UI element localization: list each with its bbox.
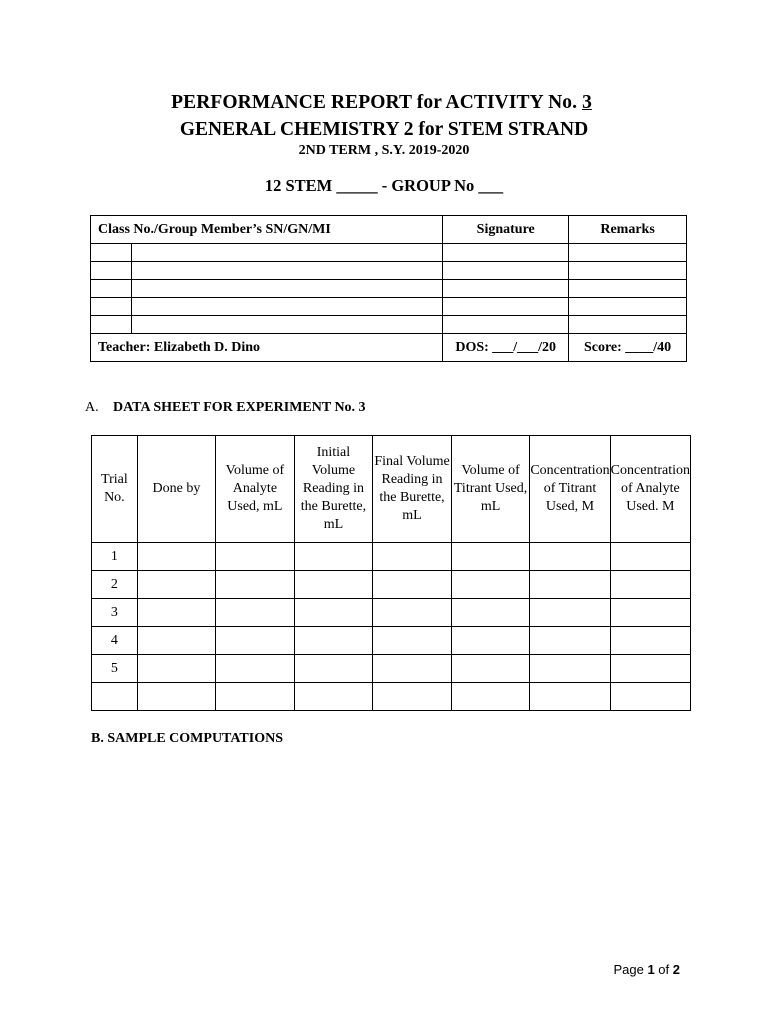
- trial-number: [92, 683, 138, 711]
- signature-column-header: Signature: [443, 216, 569, 244]
- section-a-letter: A.: [85, 400, 99, 415]
- remarks-cell[interactable]: [569, 244, 687, 262]
- member-row: [91, 244, 687, 262]
- trial-number: 5: [92, 655, 138, 683]
- members-header-row: [91, 216, 687, 244]
- class-no-cell[interactable]: [91, 298, 132, 316]
- data-cell[interactable]: [451, 627, 530, 655]
- data-cell[interactable]: [373, 543, 452, 571]
- data-cell[interactable]: [451, 599, 530, 627]
- data-header-row: [92, 436, 691, 543]
- member-name-cell[interactable]: [131, 244, 442, 262]
- analyte-volume-header: Volume of Analyte Used, mL: [216, 436, 295, 543]
- data-cell[interactable]: [294, 571, 373, 599]
- members-table: [90, 215, 687, 362]
- member-column-header: Class No./Group Member’s SN/GN/MI: [91, 216, 443, 244]
- data-cell[interactable]: [610, 599, 690, 627]
- signature-cell[interactable]: [443, 262, 569, 280]
- data-cell[interactable]: [530, 655, 610, 683]
- remarks-cell[interactable]: [569, 280, 687, 298]
- section-a-heading: [85, 400, 366, 416]
- date-of-submission: DOS: ___/___/20: [443, 334, 569, 362]
- data-cell[interactable]: [137, 683, 215, 711]
- member-name-cell[interactable]: [131, 298, 442, 316]
- data-cell[interactable]: [451, 571, 530, 599]
- trial-no-header: Trial No.: [92, 436, 138, 543]
- trial-row: [92, 627, 691, 655]
- trial-row: [92, 683, 691, 711]
- class-no-cell[interactable]: [91, 262, 132, 280]
- section-b-heading: B. SAMPLE COMPUTATIONS: [91, 731, 283, 746]
- trial-row: [92, 599, 691, 627]
- data-cell[interactable]: [216, 627, 295, 655]
- data-cell[interactable]: [610, 655, 690, 683]
- data-cell[interactable]: [530, 683, 610, 711]
- data-cell[interactable]: [610, 571, 690, 599]
- signature-cell[interactable]: [443, 298, 569, 316]
- data-cell[interactable]: [137, 543, 215, 571]
- titrant-concentration-header: Concentration of Titrant Used, M: [530, 436, 610, 543]
- member-name-cell[interactable]: [131, 280, 442, 298]
- data-cell[interactable]: [373, 655, 452, 683]
- data-cell[interactable]: [373, 571, 452, 599]
- data-cell[interactable]: [137, 571, 215, 599]
- data-cell[interactable]: [216, 655, 295, 683]
- data-cell[interactable]: [610, 627, 690, 655]
- score-field: Score: ____/40: [569, 334, 687, 362]
- page-number: [613, 962, 680, 977]
- data-cell[interactable]: [137, 627, 215, 655]
- member-name-cell[interactable]: [131, 262, 442, 280]
- trial-number: 2: [92, 571, 138, 599]
- of-word: of: [654, 962, 673, 977]
- page-word: Page: [613, 962, 648, 977]
- signature-cell[interactable]: [443, 316, 569, 334]
- data-cell[interactable]: [216, 543, 295, 571]
- initial-reading-header: Initial Volume Reading in the Burette, mL: [294, 436, 373, 543]
- titrant-volume-header: Volume of Titrant Used, mL: [451, 436, 530, 543]
- data-cell[interactable]: [216, 599, 295, 627]
- data-cell[interactable]: [373, 683, 452, 711]
- done-by-header: Done by: [137, 436, 215, 543]
- trial-number: 1: [92, 543, 138, 571]
- activity-number: 3: [582, 92, 592, 113]
- analyte-concentration-header: Concentration of Analyte Used. M: [610, 436, 690, 543]
- group-line: 12 STEM _____ - GROUP No ___: [264, 176, 504, 195]
- data-cell[interactable]: [294, 655, 373, 683]
- trial-number: 4: [92, 627, 138, 655]
- remarks-cell[interactable]: [569, 316, 687, 334]
- title-text: PERFORMANCE REPORT for ACTIVITY No.: [171, 92, 583, 113]
- data-cell[interactable]: [530, 543, 610, 571]
- data-cell[interactable]: [451, 655, 530, 683]
- course-title: GENERAL CHEMISTRY 2 for STEM STRAND: [179, 119, 589, 140]
- remarks-cell[interactable]: [569, 298, 687, 316]
- trial-row: [92, 655, 691, 683]
- class-no-cell[interactable]: [91, 244, 132, 262]
- data-cell[interactable]: [294, 599, 373, 627]
- member-row: [91, 298, 687, 316]
- term-line: 2ND TERM , S.Y. 2019-2020: [298, 143, 470, 158]
- signature-cell[interactable]: [443, 244, 569, 262]
- members-footer-row: [91, 334, 687, 362]
- data-cell[interactable]: [216, 571, 295, 599]
- data-cell[interactable]: [137, 655, 215, 683]
- signature-cell[interactable]: [443, 280, 569, 298]
- member-name-cell[interactable]: [131, 316, 442, 334]
- data-cell[interactable]: [451, 543, 530, 571]
- final-reading-header: Final Volume Reading in the Burette, mL: [373, 436, 452, 543]
- current-page: 1: [647, 962, 655, 977]
- class-no-cell[interactable]: [91, 316, 132, 334]
- data-cell[interactable]: [451, 683, 530, 711]
- data-cell[interactable]: [530, 571, 610, 599]
- remarks-cell[interactable]: [569, 262, 687, 280]
- data-cell[interactable]: [373, 627, 452, 655]
- data-sheet-table: [91, 435, 691, 711]
- data-cell[interactable]: [137, 599, 215, 627]
- data-cell[interactable]: [610, 543, 690, 571]
- total-pages: 2: [672, 962, 680, 977]
- class-no-cell[interactable]: [91, 280, 132, 298]
- trial-number: 3: [92, 599, 138, 627]
- data-cell[interactable]: [530, 627, 610, 655]
- data-cell[interactable]: [610, 683, 690, 711]
- member-row: [91, 316, 687, 334]
- report-title: [0, 92, 768, 114]
- remarks-column-header: Remarks: [569, 216, 687, 244]
- data-cell[interactable]: [373, 599, 452, 627]
- data-cell[interactable]: [294, 627, 373, 655]
- trial-row: [92, 543, 691, 571]
- data-cell[interactable]: [530, 599, 610, 627]
- member-row: [91, 280, 687, 298]
- data-cell[interactable]: [294, 683, 373, 711]
- data-cell[interactable]: [216, 683, 295, 711]
- section-a-title: DATA SHEET FOR EXPERIMENT No. 3: [113, 400, 366, 415]
- data-cell[interactable]: [294, 543, 373, 571]
- teacher-name: Teacher: Elizabeth D. Dino: [91, 334, 443, 362]
- member-row: [91, 262, 687, 280]
- trial-row: [92, 571, 691, 599]
